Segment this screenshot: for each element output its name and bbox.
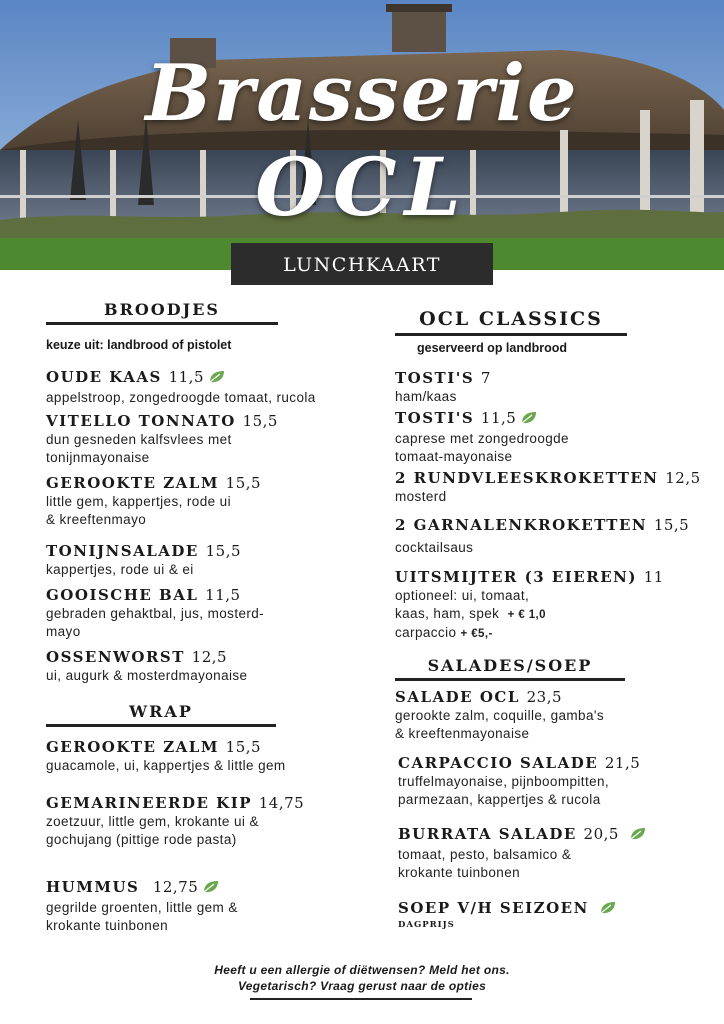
item-name: UITSMIJTER (3 EIEREN) [395, 568, 637, 586]
menu-item [46, 367, 366, 407]
allergy-note [0, 962, 724, 994]
menu-item [395, 468, 715, 506]
leaf-icon [208, 369, 226, 389]
item-price: 12,75 [152, 878, 199, 896]
menu-item [46, 737, 366, 775]
menu-item [395, 567, 715, 643]
item-name: OUDE KAAS [46, 368, 162, 386]
menu-item [46, 585, 366, 641]
section-title-classics: OCL CLASSICS [395, 308, 627, 336]
menu-item [46, 793, 366, 849]
item-description: krokante tuinbonen [46, 918, 169, 933]
item-name: GOOISCHE BAL [46, 586, 199, 604]
footer-divider [250, 998, 472, 1000]
item-name: CARPACCIO SALADE [398, 754, 599, 772]
item-name: TONIJNSALADE [46, 542, 199, 560]
item-description: tomaat, pesto, balsamico & [398, 847, 572, 862]
item-description: krokante tuinbonen [398, 865, 521, 880]
menu-item [395, 368, 715, 406]
allergy-note-line-1: Heeft u een allergie of diëtwensen? Meld het ons. [214, 963, 510, 977]
menu-item [395, 515, 715, 557]
section-broodjes [46, 300, 366, 683]
item-description: appelstroop, zongedroogde tomaat, rucola [46, 390, 316, 405]
leaf-icon [520, 410, 538, 430]
menu-item [46, 411, 366, 467]
item-name: VITELLO TONNATO [46, 412, 236, 430]
item-price: 23,5 [526, 688, 563, 706]
menu-item [46, 647, 366, 685]
brand-name-line-2: OCL [255, 140, 469, 234]
item-description: truffelmayonaise, pijnboompitten, [398, 774, 610, 789]
item-price: 15,5 [225, 474, 262, 492]
menu-item [398, 824, 718, 882]
item-price: 20,5 [583, 825, 619, 843]
item-extra-price: + € 1,0 [507, 609, 546, 621]
hero-photo [0, 0, 724, 270]
item-price: 11 [643, 568, 664, 586]
item-description: carpaccio [395, 625, 457, 640]
item-description: tomaat-mayonaise [395, 449, 513, 464]
section-title-broodjes: BROODJES [46, 300, 278, 325]
item-name: GEROOKTE ZALM [46, 474, 219, 492]
menu-item [46, 877, 366, 935]
item-description: ham/kaas [395, 389, 457, 404]
leaf-icon [629, 826, 647, 846]
item-price: 15,5 [205, 542, 242, 560]
item-name: TOSTI'S [395, 409, 475, 427]
item-description: ui, augurk & mosterdmayonaise [46, 668, 248, 683]
item-name: SOEP V/H SEIZOEN [398, 899, 589, 917]
menu-title-banner: LUNCHKAART [231, 243, 493, 285]
item-price: 12,5 [665, 469, 701, 487]
menu-item [395, 687, 715, 743]
item-price: 11,5 [480, 409, 517, 427]
item-description: caprese met zongedroogde [395, 431, 569, 446]
item-price: 12,5 [191, 648, 228, 666]
menu-item [398, 898, 718, 930]
item-price: 11,5 [168, 368, 204, 386]
item-description: mosterd [395, 489, 447, 504]
item-name: 2 RUNDVLEESKROKETTEN [395, 469, 659, 487]
item-name: HUMMUS [46, 878, 140, 896]
item-description: gebraden gehaktbal, jus, mosterd- [46, 606, 265, 621]
left-column [46, 300, 366, 933]
item-description: gerookte zalm, coquille, gamba's [395, 708, 604, 723]
leaf-icon [202, 879, 220, 899]
item-description: parmezaan, kappertjes & rucola [398, 792, 601, 807]
item-price: 15,5 [242, 412, 278, 430]
leaf-icon [599, 900, 617, 920]
item-price: 14,75 [258, 794, 305, 812]
item-name: OSSENWORST [46, 648, 185, 666]
section-subtitle-classics: geserveerd op landbrood [417, 341, 568, 355]
item-name: 2 GARNALENKROKETTEN [395, 516, 648, 534]
section-title-wrap: WRAP [46, 702, 276, 727]
item-name: GEMARINEERDE KIP [46, 794, 253, 812]
brand-name-line-1: Brasserie [145, 48, 579, 139]
item-price-note: DAGPRIJS [398, 920, 455, 930]
item-description: tonijnmayonaise [46, 450, 150, 465]
menu-item [46, 541, 366, 579]
menu-item [398, 753, 718, 809]
item-name: SALADE OCL [395, 688, 520, 706]
item-description: cocktailsaus [395, 540, 474, 555]
item-description: mayo [46, 624, 81, 639]
item-price: 11,5 [205, 586, 241, 604]
item-price: 21,5 [604, 754, 641, 772]
item-name: BURRATA SALADE [398, 825, 577, 843]
item-description: zoetzuur, little gem, krokante ui & [46, 814, 259, 829]
item-description: optioneel: ui, tomaat, [395, 588, 530, 603]
item-description: kaas, ham, spek [395, 606, 500, 621]
item-description: gochujang (pittige rode pasta) [46, 832, 237, 847]
item-description: & kreeftenmayonaise [395, 726, 530, 741]
item-extra-price: + €5,- [460, 628, 493, 640]
allergy-note-line-2: Vegetarisch? Vraag gerust naar de opties [237, 979, 487, 993]
item-name: TOSTI'S [395, 369, 475, 387]
item-description: little gem, kappertjes, rode ui [46, 494, 231, 509]
item-name: GEROOKTE ZALM [46, 738, 219, 756]
item-description: & kreeftenmayo [46, 512, 147, 527]
item-price: 15,5 [225, 738, 262, 756]
section-subtitle-broodjes: keuze uit: landbrood of pistolet [46, 338, 232, 352]
item-description: dun gesneden kalfsvlees met [46, 432, 232, 447]
item-price: 7 [480, 369, 491, 387]
menu-item [395, 408, 715, 466]
item-price: 15,5 [653, 516, 690, 534]
item-description: kappertjes, rode ui & ei [46, 562, 194, 577]
section-title-salades: SALADES/SOEP [395, 656, 625, 681]
item-description: guacamole, ui, kappertjes & little gem [46, 758, 286, 773]
menu-item [46, 473, 366, 529]
item-description: gegrilde groenten, little gem & [46, 900, 238, 915]
